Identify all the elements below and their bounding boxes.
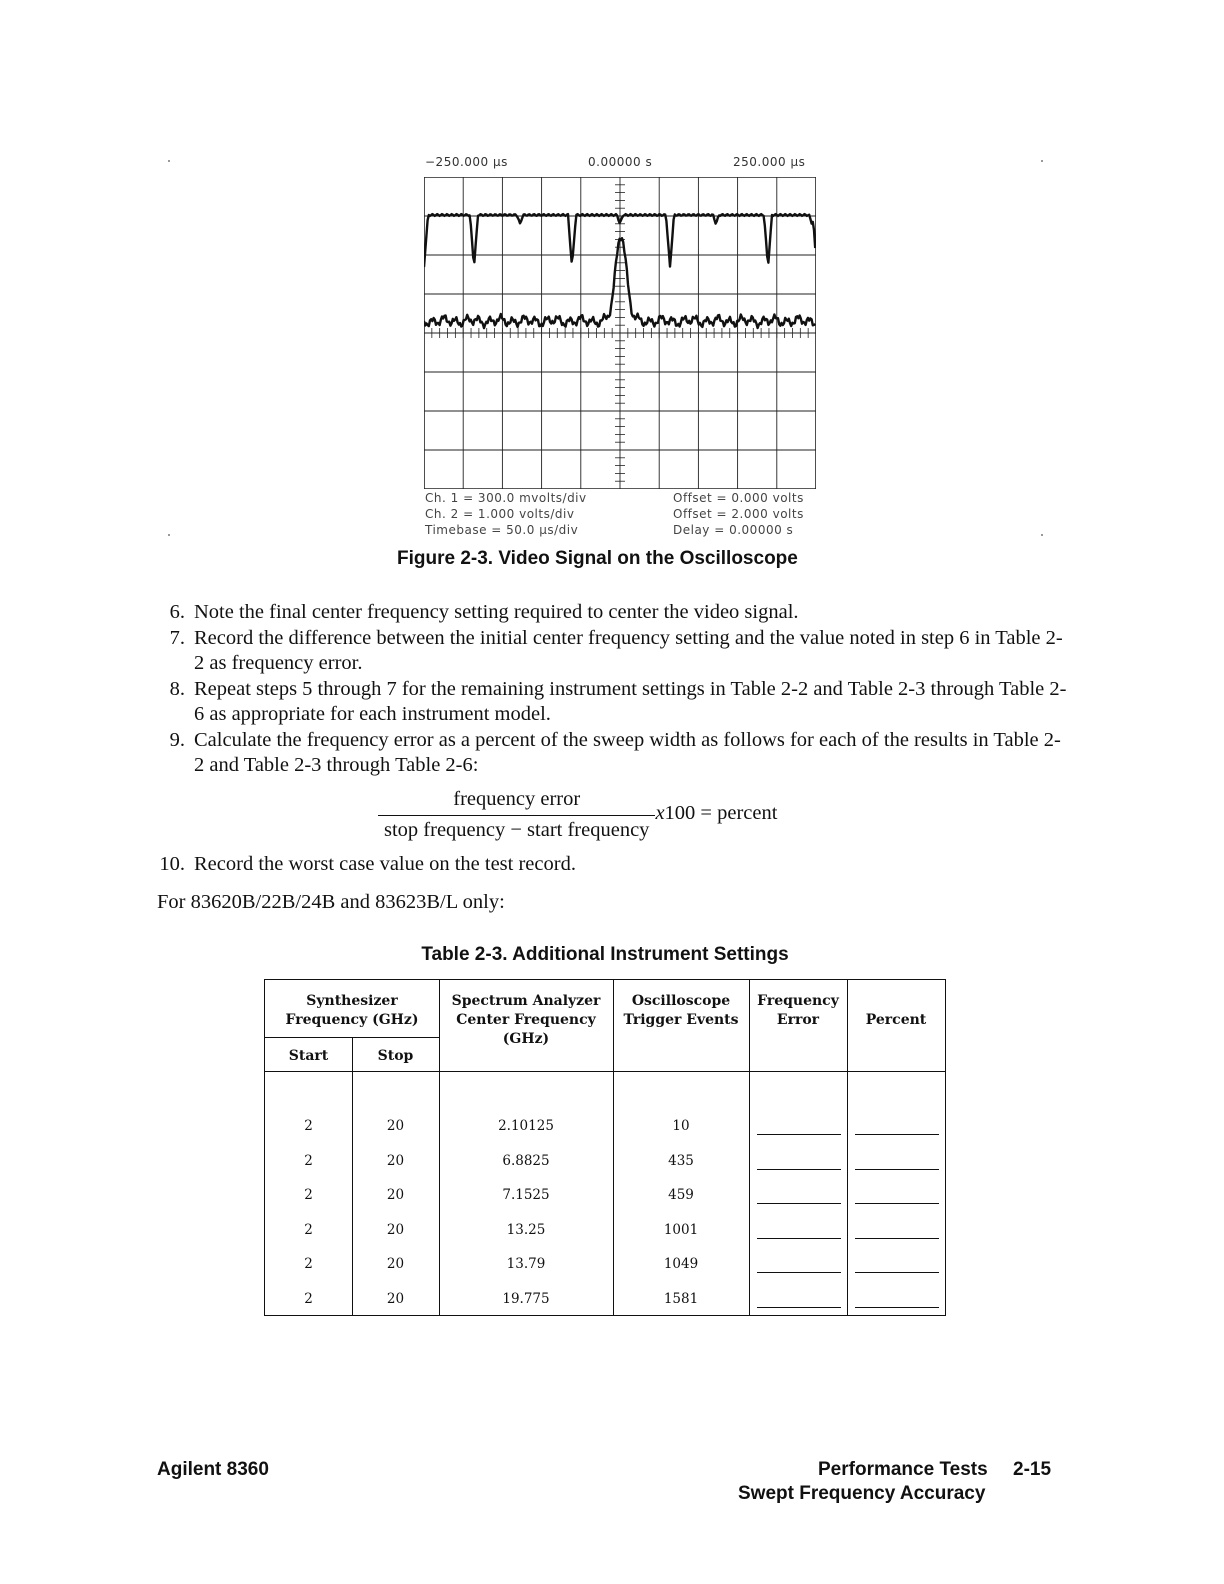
table-cell-events: 459 xyxy=(668,1187,694,1204)
time-label-right: 250.000 µs xyxy=(733,155,806,169)
formula-fraction xyxy=(378,788,655,842)
footer-page-number: 2-15 xyxy=(1013,1459,1052,1480)
table-cell-events: 1581 xyxy=(663,1291,699,1307)
ch2-offset: Offset = 2.000 volts xyxy=(673,507,804,521)
table-cell-center: 6.8825 xyxy=(502,1152,550,1169)
step-text: Repeat steps 5 through 7 for the remaining instrument settings in Table 2-2 and Table 2-3 through Table 2-6 as appropriate for each instrument model. xyxy=(194,677,1067,725)
step-6 xyxy=(157,600,1067,626)
corner-mark xyxy=(168,160,170,162)
percent-blank[interactable] xyxy=(855,1307,939,1308)
percent-formula xyxy=(378,788,777,842)
table-title: Table 2-3. Additional Instrument Settings xyxy=(421,944,789,965)
table-cell-stop: 20 xyxy=(386,1152,405,1169)
corner-mark xyxy=(1041,534,1043,536)
instrument-settings-table xyxy=(264,979,946,1316)
frequency-error-blank[interactable] xyxy=(757,1238,841,1239)
percent-blank[interactable] xyxy=(855,1169,939,1170)
step-text: Record the difference between the initial center frequency setting and the value noted in step 6 in Table 2-2 as frequency error. xyxy=(194,626,1063,674)
step-10 xyxy=(157,853,576,876)
table-cell-start: 2 xyxy=(304,1152,313,1169)
formula-numerator: frequency error xyxy=(378,788,655,816)
timebase-setting: Timebase = 50.0 µs/div xyxy=(425,523,579,537)
delay-setting: Delay = 0.00000 s xyxy=(673,523,794,537)
table-cell-stop: 20 xyxy=(386,1118,405,1134)
frequency-error-blank[interactable] xyxy=(757,1203,841,1204)
figure-caption: Figure 2-3. Video Signal on the Oscilloscope xyxy=(397,548,798,569)
table-cell-stop: 20 xyxy=(386,1256,405,1273)
step-number: 8. xyxy=(169,677,185,700)
header-trigger-events: Oscilloscope Trigger Events xyxy=(623,993,739,1028)
step-9 xyxy=(157,728,1067,779)
procedure-steps xyxy=(157,600,1067,779)
corner-mark xyxy=(1041,160,1043,162)
table-cell-stop: 20 xyxy=(386,1221,405,1238)
step-number: 6. xyxy=(169,601,185,623)
header-frequency-error: Frequency Error xyxy=(757,993,839,1028)
header-center-frequency: Spectrum Analyzer Center Frequency (GHz) xyxy=(451,993,601,1047)
ch1-setting: Ch. 1 = 300.0 mvolts/div xyxy=(425,491,587,505)
table-cell-center: 2.10125 xyxy=(498,1118,554,1134)
formula-multiplier: x xyxy=(655,801,665,824)
corner-mark xyxy=(168,534,170,536)
table-cell-center: 7.1525 xyxy=(502,1187,550,1204)
frequency-error-blank[interactable] xyxy=(757,1307,841,1308)
table-cell-start: 2 xyxy=(304,1291,313,1307)
formula-rest: 100 = percent xyxy=(664,801,778,824)
step-text: Note the final center frequency setting required to center the video signal. xyxy=(194,601,799,623)
step-number: 9. xyxy=(169,728,185,751)
table-cell-center: 13.25 xyxy=(506,1221,546,1238)
ch2-setting: Ch. 2 = 1.000 volts/div xyxy=(425,507,575,521)
table-cell-events: 10 xyxy=(672,1118,690,1134)
percent-blank[interactable] xyxy=(855,1203,939,1204)
formula-result xyxy=(655,802,777,825)
table-cell-start: 2 xyxy=(304,1221,313,1238)
frequency-error-blank[interactable] xyxy=(757,1272,841,1273)
table-cell-events: 1049 xyxy=(663,1256,699,1273)
column-divider xyxy=(749,980,750,1315)
step-text: Record the worst case value on the test record. xyxy=(194,853,576,875)
footer-chapter: Performance Tests xyxy=(818,1459,988,1480)
header-start: Start xyxy=(288,1048,329,1064)
percent-blank[interactable] xyxy=(855,1238,939,1239)
oscilloscope-display xyxy=(424,177,816,489)
percent-blank[interactable] xyxy=(855,1272,939,1273)
table-cell-start: 2 xyxy=(304,1187,313,1204)
header-divider xyxy=(265,1037,439,1038)
footer-section: Swept Frequency Accuracy xyxy=(738,1483,986,1504)
footer-product: Agilent 8360 xyxy=(157,1459,269,1480)
table-cell-start: 2 xyxy=(304,1256,313,1273)
time-label-center: 0.00000 s xyxy=(588,155,653,169)
frequency-error-blank[interactable] xyxy=(757,1134,841,1135)
column-divider xyxy=(847,980,848,1315)
header-percent: Percent xyxy=(865,1012,927,1028)
time-label-left: −250.000 µs xyxy=(425,155,508,169)
table-cell-center: 19.775 xyxy=(502,1291,550,1307)
header-synthesizer-frequency: Synthesizer Frequency (GHz) xyxy=(285,993,419,1028)
frequency-error-blank[interactable] xyxy=(757,1169,841,1170)
table-cell-events: 435 xyxy=(668,1152,694,1169)
percent-blank[interactable] xyxy=(855,1134,939,1135)
table-cell-events: 1001 xyxy=(663,1221,699,1238)
header-stop: Stop xyxy=(377,1048,414,1064)
table-cell-start: 2 xyxy=(304,1118,313,1134)
column-divider xyxy=(352,1037,353,1315)
header-divider xyxy=(265,1071,945,1072)
ch1-offset: Offset = 0.000 volts xyxy=(673,491,804,505)
models-note: For 83620B/22B/24B and 83623B/L only: xyxy=(157,891,505,913)
formula-denominator: stop frequency − start frequency xyxy=(384,819,650,841)
step-8 xyxy=(157,677,1067,728)
table-cell-stop: 20 xyxy=(386,1291,405,1307)
table-cell-center: 13.79 xyxy=(506,1256,546,1273)
table-cell-stop: 20 xyxy=(386,1187,405,1204)
step-number: 10. xyxy=(159,853,185,875)
step-number: 7. xyxy=(169,626,185,649)
step-7 xyxy=(157,626,1067,677)
step-text: Calculate the frequency error as a percent of the sweep width as follows for each of the results in Table 2-2 and Table 2-3 through Table 2-6: xyxy=(194,728,1061,776)
